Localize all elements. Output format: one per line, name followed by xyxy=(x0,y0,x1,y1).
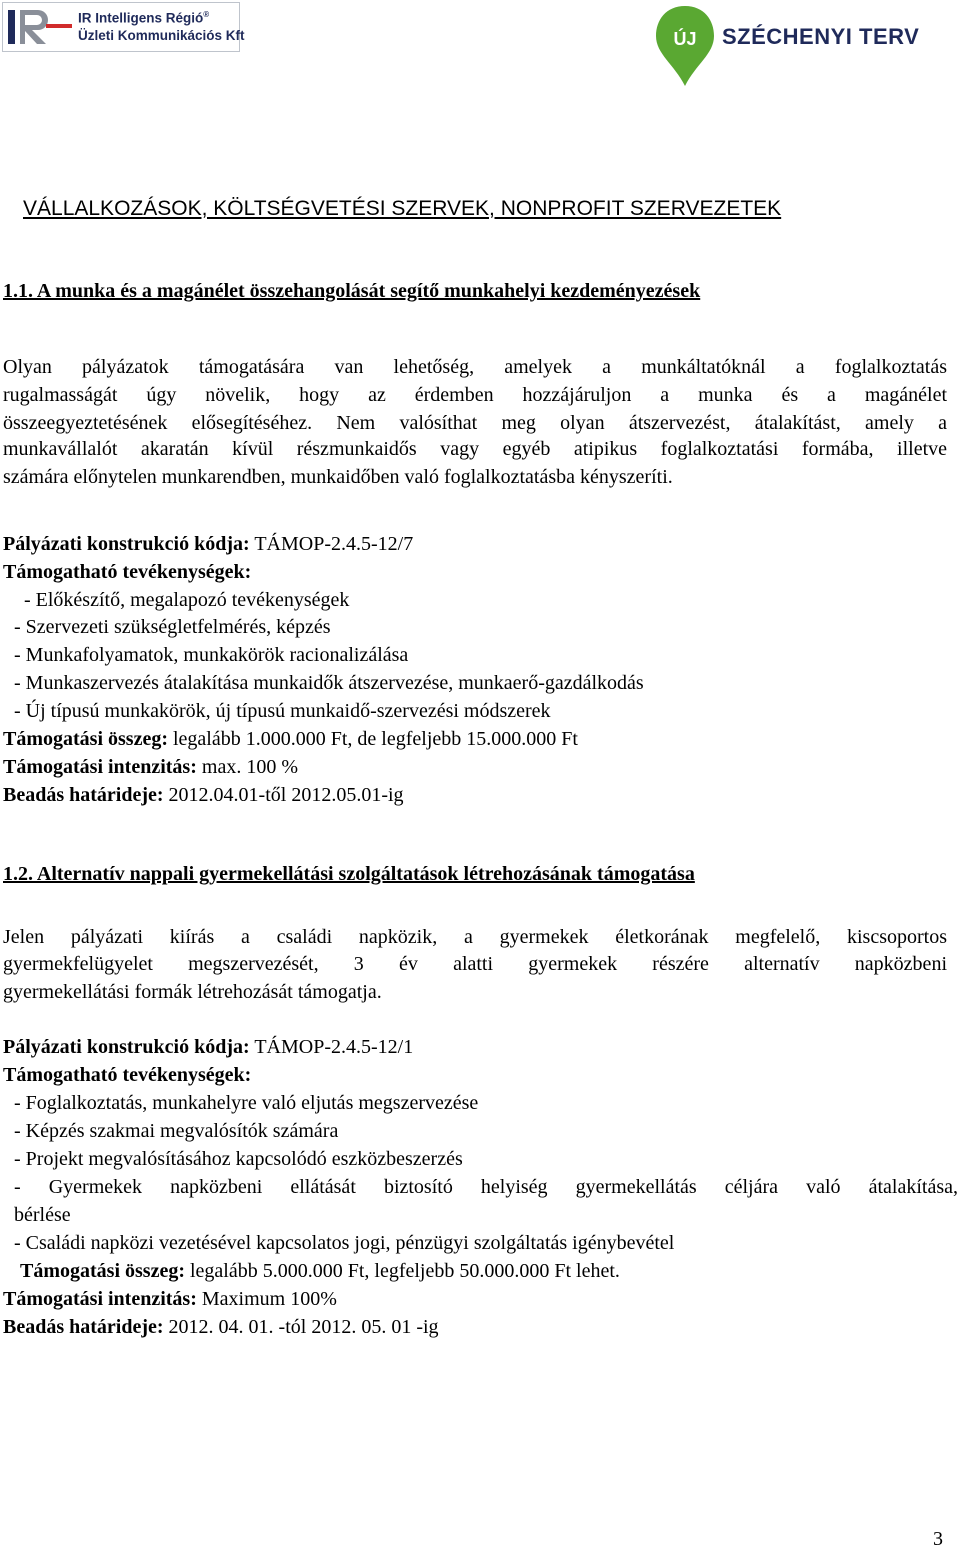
code-label: Pályázati konstrukció kódja: xyxy=(3,533,250,555)
amount-value: legalább 5.000.000 Ft, legfeljebb 50.000.000 Ft lehet. xyxy=(184,1260,620,1282)
amount-value: legalább 1.000.000 Ft, de legfeljebb 15.000.000 Ft xyxy=(167,728,578,750)
section2-deadline xyxy=(3,1313,439,1341)
section1-para-line: Olyan pályázatok támogatására van lehetőség, amelyek a munkáltatóknál a foglalkoztatás xyxy=(3,356,947,378)
section1-heading: 1.1. A munka és a magánélet összehangolását segítő munkahelyi kezdeményezések xyxy=(3,280,701,302)
intensity-label: Támogatási intenzitás: xyxy=(3,756,197,778)
ir-logo xyxy=(2,2,245,52)
ir-logo-icon xyxy=(6,6,76,48)
section1-activities-label: Támogatható tevékenységek: xyxy=(3,561,252,583)
section2-para-line: Jelen pályázati kiírás a családi napközik, a gyermekek életkorának megfelelő, kiscsoportos xyxy=(3,926,947,948)
activity-item: bérlése xyxy=(14,1204,71,1226)
logo-badge: ÚJ xyxy=(673,29,697,49)
deadline-label: Beadás határideje: xyxy=(3,784,164,806)
activity-item: - Előkészítő, megalapozó tevékenységek xyxy=(24,589,350,611)
map-pin-icon xyxy=(650,2,720,92)
section2-para-line: gyermekellátási formák létrehozását támogatja. xyxy=(3,981,382,1003)
page-number: 3 xyxy=(933,1528,943,1550)
section1-para-line: munkavállalót akaratán kívül részmunkaidős vagy egyéb atipikus foglalkoztatási formába, illetve xyxy=(3,438,947,460)
code-label: Pályázati konstrukció kódja: xyxy=(3,1036,250,1058)
activity-item: - Szervezeti szükségletfelmérés, képzés xyxy=(14,616,331,638)
section1-para-line: számára előnytelen munkarendben, munkaidőben való foglalkoztatásba kényszeríti. xyxy=(3,466,673,488)
code-value: TÁMOP-2.4.5-12/7 xyxy=(249,533,414,555)
section2-intensity xyxy=(3,1285,337,1313)
deadline-value: 2012. 04. 01. -tól 2012. 05. 01 -ig xyxy=(163,1316,439,1338)
page-title: VÁLLALKOZÁSOK, KÖLTSÉGVETÉSI SZERVEK, NONPROFIT SZERVEZETEK xyxy=(23,197,782,220)
section2-para-line: gyermekfelügyelet megszervezését, 3 év alatti gyermekek részére alternatív napközbeni xyxy=(3,953,947,975)
registered-mark: ® xyxy=(203,10,210,19)
deadline-value: 2012.04.01-től 2012.05.01-ig xyxy=(163,784,404,806)
section2-heading: 1.2. Alternatív nappali gyermekellátási szolgáltatások létrehozásának támogatása xyxy=(3,863,695,885)
activity-item: - Új típusú munkakörök, új típusú munkaidő-szervezési módszerek xyxy=(14,700,551,722)
logo-line1: IR Intelligens Régió xyxy=(78,10,204,26)
section1-intensity xyxy=(3,753,298,781)
intensity-label: Támogatási intenzitás: xyxy=(3,1288,197,1310)
activity-item: - Munkafolyamatok, munkakörök racionalizálása xyxy=(14,644,409,666)
activity-item: - Gyermekek napközbeni ellátását biztosító helyiség gyermekellátás céljára való átalakítása, xyxy=(14,1176,958,1198)
deadline-label: Beadás határideje: xyxy=(3,1316,164,1338)
section1-amount xyxy=(3,725,578,753)
logo-brand: SZÉCHENYI TERV xyxy=(722,24,920,49)
activity-item: - Családi napközi vezetésével kapcsolatos jogi, pénzügyi szolgáltatás igénybevétel xyxy=(14,1232,675,1254)
section2-code xyxy=(3,1033,413,1061)
intensity-value: max. 100 % xyxy=(196,756,298,778)
intensity-value: Maximum 100% xyxy=(196,1288,337,1310)
activity-item: - Képzés szakmai megvalósítók számára xyxy=(14,1120,339,1142)
code-value: TÁMOP-2.4.5-12/1 xyxy=(249,1036,414,1058)
section1-para-line: összeegyeztetésének elősegítéséhez. Nem valósíthat meg olyan átszervezést, átalakítást, amely a xyxy=(3,412,947,434)
section2-amount xyxy=(20,1257,620,1285)
section1-para-line: rugalmasságát úgy növelik, hogy az érdemben hozzájáruljon a munka és a magánélet xyxy=(3,384,947,406)
activity-item: - Foglalkoztatás, munkahelyre való eljutás megszervezése xyxy=(14,1092,479,1114)
section1-deadline xyxy=(3,781,404,809)
activity-item: - Projekt megvalósításához kapcsolódó eszközbeszerzés xyxy=(14,1148,463,1170)
section1-code xyxy=(3,530,413,558)
logo-line2: Üzleti Kommunikációs Kft xyxy=(78,28,245,43)
section2-activities-label: Támogatható tevékenységek: xyxy=(3,1064,252,1086)
amount-label: Támogatási összeg: xyxy=(20,1260,185,1282)
szechenyi-logo xyxy=(650,2,930,92)
activity-item: - Munkaszervezés átalakítása munkaidők átszervezése, munkaerő-gazdálkodás xyxy=(14,672,644,694)
amount-label: Támogatási összeg: xyxy=(3,728,168,750)
